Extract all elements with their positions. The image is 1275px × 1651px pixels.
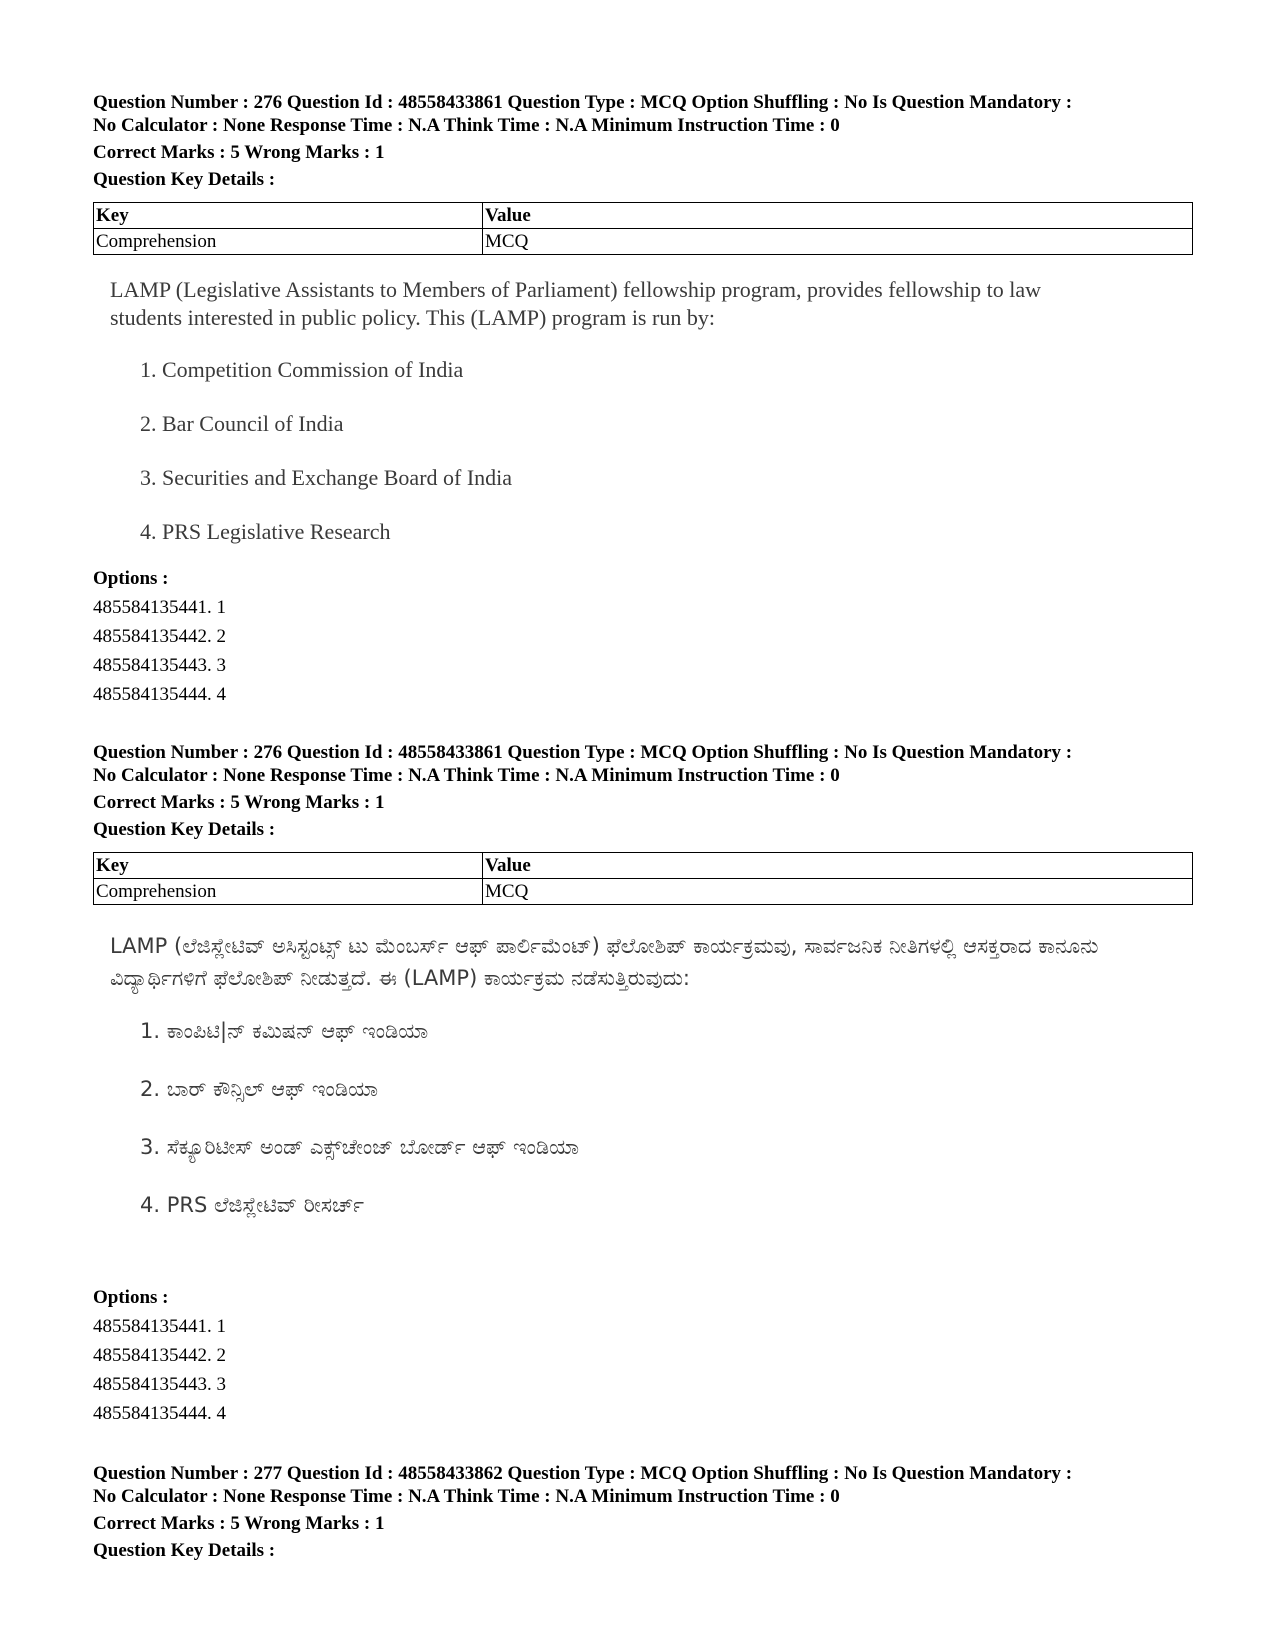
choice-item: 4. PRS Legislative Research xyxy=(140,519,391,544)
question-meta-line-2: No Calculator : None Response Time : N.A Think Time : N.A Minimum Instruction Time : 0 xyxy=(93,115,840,136)
table-row xyxy=(94,879,1193,905)
choice-item: 3. ಸೆಕ್ಯೂರಿಟೀಸ್ ಅಂಡ್ ಎಕ್ಸ್‌ಚೇಂಜ್ ಬೋರ್ಡ್ ಆಫ್ ಇಂಡಿಯಾ xyxy=(140,1135,580,1159)
key-cell: Comprehension xyxy=(94,879,483,905)
choice-item: 1. Competition Commission of India xyxy=(140,357,464,382)
value-column-header: Value xyxy=(483,853,1193,879)
marks-line: Correct Marks : 5 Wrong Marks : 1 xyxy=(93,1513,385,1534)
table-header-row xyxy=(94,853,1193,879)
option-item: 485584135442. 2 xyxy=(93,1345,226,1366)
key-details-label: Question Key Details : xyxy=(93,819,276,840)
choice-list xyxy=(110,356,1110,572)
value-cell: MCQ xyxy=(483,879,1193,905)
option-item: 485584135444. 4 xyxy=(93,684,226,705)
table-header-row xyxy=(94,203,1193,229)
question-stem: LAMP (Legislative Assistants to Members of Parliament) fellowship program, provides fellowship to law students interested in public policy. This (LAMP) program is run by: xyxy=(110,277,1041,330)
choice-list xyxy=(110,1016,1110,1248)
key-details-label: Question Key Details : xyxy=(93,169,276,190)
question-meta-line-2: No Calculator : None Response Time : N.A Think Time : N.A Minimum Instruction Time : 0 xyxy=(93,1486,840,1507)
question-meta-line-1: Question Number : 277 Question Id : 48558433862 Question Type : MCQ Option Shuffling : No Is Question Mandatory : xyxy=(93,1463,1073,1484)
option-item: 485584135444. 4 xyxy=(93,1403,226,1424)
marks-line: Correct Marks : 5 Wrong Marks : 1 xyxy=(93,792,385,813)
options-list-1 xyxy=(93,564,226,709)
choice-item: 3. Securities and Exchange Board of India xyxy=(140,465,513,490)
question-meta-line-2: No Calculator : None Response Time : N.A Think Time : N.A Minimum Instruction Time : 0 xyxy=(93,765,840,786)
option-item: 485584135442. 2 xyxy=(93,626,226,647)
question-content-1 xyxy=(110,276,1110,572)
question-header-2 xyxy=(93,741,1193,841)
options-label: Options : xyxy=(93,1287,169,1308)
question-header-1 xyxy=(93,91,1193,191)
question-meta-line-1: Question Number : 276 Question Id : 48558433861 Question Type : MCQ Option Shuffling : No Is Question Mandatory : xyxy=(93,742,1073,763)
choice-item: 1. ಕಾಂಪಿಟಿ|ನ್ ಕಮಿಷನ್ ಆಫ್ ಇಂಡಿಯಾ xyxy=(140,1019,429,1043)
options-label: Options : xyxy=(93,568,169,589)
key-details-table-1 xyxy=(93,202,1193,255)
choice-item: 4. PRS ಲೆಜಿಸ್ಲೇಟಿವ್ ರೀಸರ್ಚ್ xyxy=(140,1193,365,1217)
choice-item: 2. ಬಾರ್ ಕೌನ್ಸಿಲ್ ಆಫ್ ಇಂಡಿಯಾ xyxy=(140,1077,378,1101)
option-item: 485584135441. 1 xyxy=(93,597,226,618)
option-item: 485584135443. 3 xyxy=(93,655,226,676)
key-details-table-2 xyxy=(93,852,1193,905)
options-list-2 xyxy=(93,1283,226,1428)
marks-line: Correct Marks : 5 Wrong Marks : 1 xyxy=(93,142,385,163)
option-item: 485584135441. 1 xyxy=(93,1316,226,1337)
question-content-2 xyxy=(110,930,1110,1248)
table-row xyxy=(94,229,1193,255)
question-header-3 xyxy=(93,1462,1193,1562)
value-column-header: Value xyxy=(483,203,1193,229)
key-cell: Comprehension xyxy=(94,229,483,255)
key-column-header: Key xyxy=(94,853,483,879)
value-cell: MCQ xyxy=(483,229,1193,255)
question-meta-line-1: Question Number : 276 Question Id : 48558433861 Question Type : MCQ Option Shuffling : No Is Question Mandatory : xyxy=(93,92,1073,113)
choice-item: 2. Bar Council of India xyxy=(140,411,344,436)
option-item: 485584135443. 3 xyxy=(93,1374,226,1395)
key-column-header: Key xyxy=(94,203,483,229)
question-stem: LAMP (ಲೆಜಿಸ್ಲೇಟಿವ್ ಅಸಿಸ್ಟಂಟ್ಸ್ ಟು ಮೆಂಬರ್ಸ್ ಆಫ್ ಪಾರ್ಲಿಮೆಂಟ್) ಫೆಲೋಶಿಪ್ ಕಾರ್ಯಕ್ರಮವು, ಸಾರ್ವಜನಿಕ ನೀತಿಗಳಲ್ಲಿ ಆಸಕ್ತರಾದ ಕಾನೂನು ವಿದ್ಯಾರ್ಥಿಗಳಿಗೆ ಫೆಲೋಶಿಪ್ ನೀಡುತ್ತದೆ. ಈ (LAMP) ಕಾರ್ಯಕ್ರಮ ನಡೆಸುತ್ತಿರುವುದು: xyxy=(110,934,1099,990)
key-details-label: Question Key Details : xyxy=(93,1540,276,1561)
